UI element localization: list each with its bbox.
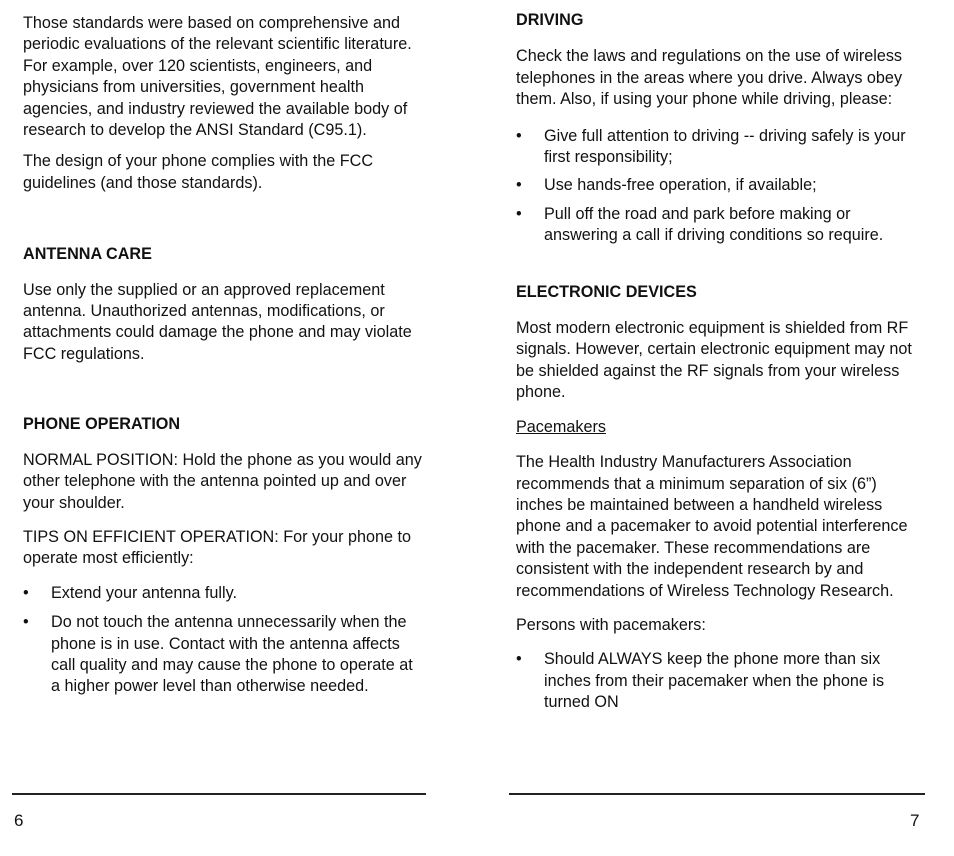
driving-bullet-list xyxy=(516,126,926,247)
driving-heading: DRIVING xyxy=(516,11,584,29)
pacemaker-bullet-list xyxy=(516,649,926,713)
right-page xyxy=(516,0,926,714)
antenna-care-text: Use only the supplied or an approved replacement antenna. Unauthorized antennas, modifications, or attachments could damage the phone and may violate FCC regulations. xyxy=(23,280,412,363)
list-item: • Use hands-free operation, if available; xyxy=(516,175,926,196)
phone-operation-heading: PHONE OPERATION xyxy=(23,415,181,434)
operation-bullet-list xyxy=(23,583,423,698)
electronic-devices-heading: ELECTRONIC DEVICES xyxy=(516,282,697,301)
tips-text: TIPS ON EFFICIENT OPERATION: For your phone to operate most efficiently: xyxy=(23,527,412,568)
page-number-left: 6 xyxy=(14,811,24,830)
right-footer-rule xyxy=(509,793,925,795)
driving-text: Check the laws and regulations on the use of wireless telephones in the areas where you drive. Always obey them. Also, if using your phone while driving, please: xyxy=(516,47,903,109)
persons-label: Persons with pacemakers: xyxy=(516,615,706,634)
list-item: • Should ALWAYS keep the phone more than six inches from their pacemaker when the phone is turned ON xyxy=(516,649,926,713)
intro-paragraph-1: Those standards were based on comprehensive and periodic evaluations of the relevant scientific literature. For example, over 120 scientists, engineers, and physicians from universities, government health agencies, and industry reviewed the available body of research to develop the ANSI Standard (C95.1). xyxy=(23,14,412,140)
list-item: • Do not touch the antenna unnecessarily when the phone is in use. Contact with the antenna affects call quality and may cause the phone to operate at a higher power level than otherwise needed. xyxy=(23,612,423,698)
normal-position-text: NORMAL POSITION: Hold the phone as you would any other telephone with the antenna pointed up and over your shoulder. xyxy=(23,450,422,512)
list-item: • Pull off the road and park before making or answering a call if driving conditions so require. xyxy=(516,204,926,247)
intro-paragraph-2: The design of your phone complies with the FCC guidelines (and those standards). xyxy=(23,152,374,192)
list-item: • Extend your antenna fully. xyxy=(23,583,423,604)
antenna-care-heading: ANTENNA CARE xyxy=(23,245,152,264)
left-footer-rule xyxy=(12,793,426,795)
left-page xyxy=(23,0,423,698)
pacemakers-subheading: Pacemakers xyxy=(516,417,606,436)
electronic-devices-text: Most modern electronic equipment is shielded from RF signals. However, certain electronic equipment may not be shielded against the RF signals from your wireless phone. xyxy=(516,319,912,402)
list-item: • Give full attention to driving -- driving safely is your first responsibility; xyxy=(516,126,926,169)
pacemaker-text: The Health Industry Manufacturers Association recommends that a minimum separation of six (6”) inches be maintained between a handheld wireless phone and a pacemaker to avoid potential interference with the pacemaker. These recommendations are consistent with the independent research by and recommendations of Wireless Technology Research. xyxy=(516,453,908,600)
page-number-right: 7 xyxy=(910,811,920,830)
